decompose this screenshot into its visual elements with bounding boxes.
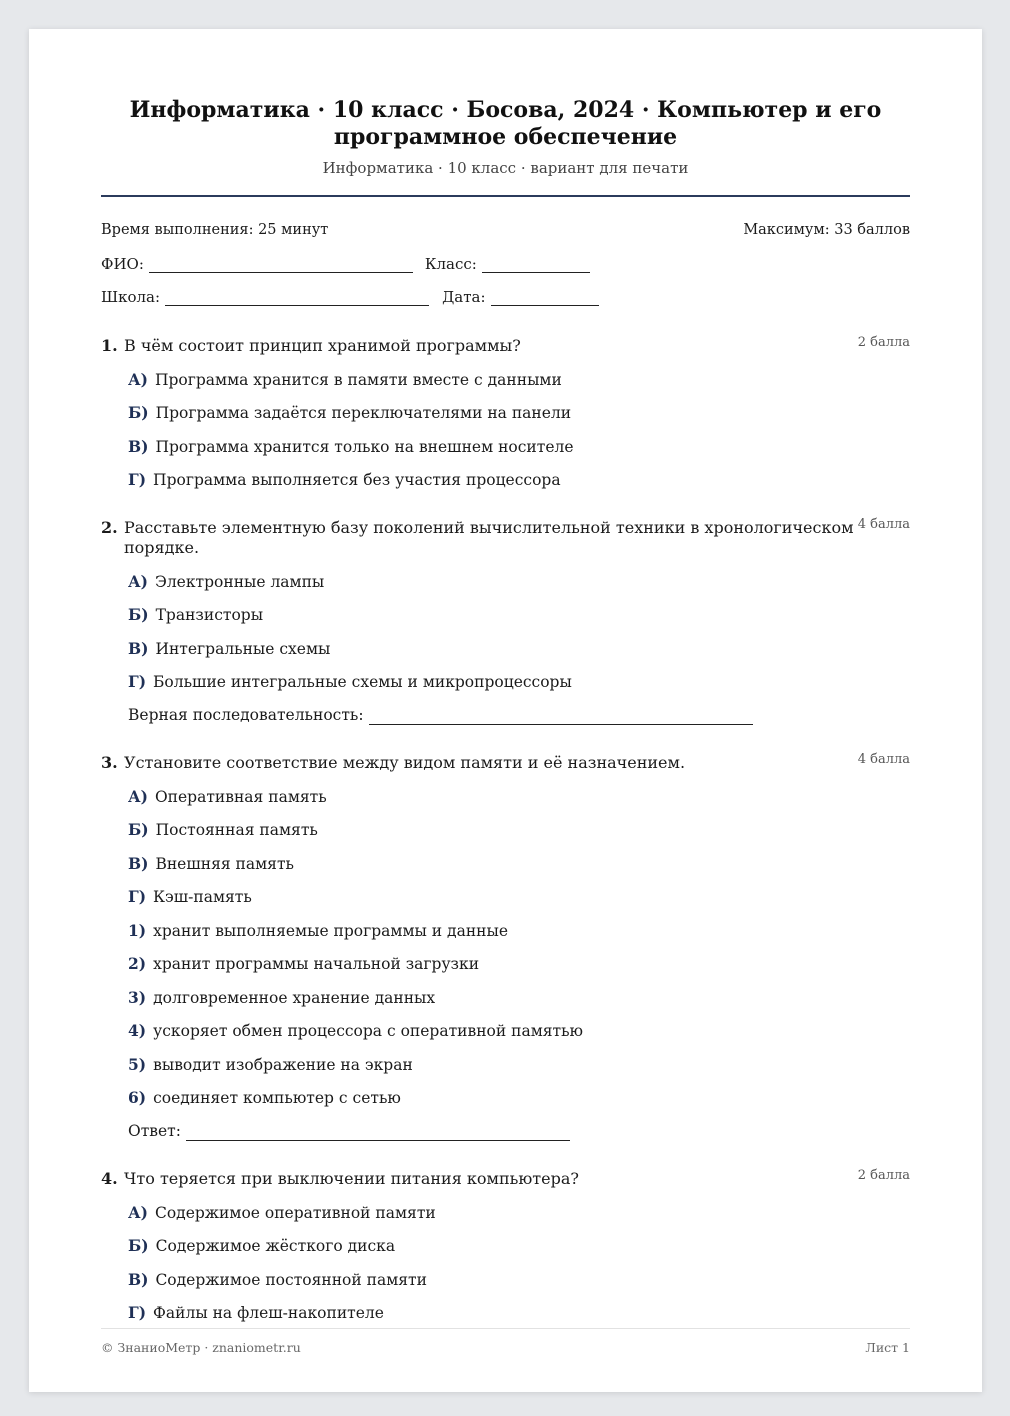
answer-option[interactable] [128,1021,910,1041]
option-text: Транзисторы [155,606,264,624]
meta-row [101,221,910,239]
option-text: соединяет компьютер с сетью [153,1089,401,1107]
option-marker: Г) [128,1303,147,1322]
question-1 [101,336,910,490]
school-label: Школа: [101,288,161,306]
question-number: 4. [101,1169,118,1188]
option-marker: Б) [128,605,149,624]
answer-option[interactable] [128,1303,910,1323]
class-field[interactable] [482,258,590,273]
option-marker: А) [128,1202,148,1222]
option-text: долговременное хранение данных [153,988,436,1007]
answer-option[interactable] [128,605,910,625]
question-header [101,753,910,773]
answer-label: Ответ: [128,1122,181,1140]
option-text: ускоряет обмен процессора с оперативной памятью [153,1022,584,1040]
question-3 [101,753,910,1141]
option-marker: 6) [128,1088,147,1107]
answer-option[interactable] [128,1203,910,1223]
option-marker: А) [128,571,148,591]
option-text: Программа задаётся переключателями на панели [155,404,572,422]
question-number: 1. [101,336,118,355]
option-text: Внешняя память [155,854,294,873]
answer-option[interactable] [128,1236,910,1256]
question-text: Что теряется при выключении питания компьютера? [124,1169,579,1188]
option-marker: Б) [128,403,149,422]
footer-copyright: © ЗнаниоМетр · znaniometr.ru [101,1340,301,1355]
answer-option[interactable] [128,672,910,692]
answer-field[interactable] [186,1126,570,1141]
answer-option[interactable] [128,639,910,659]
answer-option[interactable] [128,787,910,807]
option-marker: 4) [128,1021,147,1040]
answer-option[interactable] [128,1088,910,1108]
option-text: хранит выполняемые программы и данные [153,921,508,940]
question-number: 3. [101,753,118,772]
answer-option[interactable] [128,820,910,840]
option-marker: Г) [128,887,147,906]
option-text: Большие интегральные схемы и микропроцессоры [153,673,572,691]
school-field[interactable] [165,291,429,306]
option-marker: В) [128,436,149,456]
option-marker: В) [128,1269,149,1289]
option-marker: В) [128,638,149,658]
footer-page-number: Лист 1 [865,1340,910,1355]
fio-field[interactable] [149,258,413,273]
option-marker: 5) [128,1054,147,1074]
time-limit: Время выполнения: 25 минут [101,222,329,238]
option-marker: А) [128,786,148,806]
option-text: Электронные лампы [154,572,325,591]
answer-option[interactable] [128,954,910,974]
answer-option[interactable] [128,1270,910,1290]
worksheet-page [29,29,982,1392]
question-points: 4 балла [857,517,910,532]
question-text: Расставьте элементную базу поколений вычислительной техники в хронологическом порядке. [124,518,854,557]
answer-option[interactable] [128,470,910,490]
question-header [101,518,910,558]
question-4 [101,1169,910,1323]
question-number: 2. [101,518,118,537]
option-text: Программа хранится только на внешнем носителе [155,437,574,456]
answer-field[interactable] [369,710,753,725]
option-marker: 2) [128,954,147,973]
option-marker: В) [128,853,149,873]
answer-option[interactable] [128,854,910,874]
option-text: Программа выполняется без участия процессора [153,471,561,489]
answer-option[interactable] [128,437,910,457]
class-label: Класс: [424,255,477,273]
header-divider [101,195,910,197]
question-points: 2 балла [857,1168,910,1183]
question-text: В чём состоит принцип хранимой программы? [124,336,521,355]
option-text: Файлы на флеш-накопителе [153,1304,384,1322]
answer-option[interactable] [128,921,910,941]
question-points: 2 балла [857,335,910,350]
option-text: Содержимое оперативной памяти [154,1203,436,1222]
option-text: Программа хранится в памяти вместе с данными [154,370,562,389]
school-row [101,288,910,306]
option-text: Интегральные схемы [155,639,331,658]
date-label: Дата: [442,288,486,306]
fio-label: ФИО: [101,255,144,273]
question-text: Установите соответствие между видом памяти и её назначением. [124,753,686,772]
fio-row [101,255,910,273]
option-marker: Б) [128,1236,149,1255]
option-marker: 1) [128,920,147,940]
option-marker: 3) [128,987,147,1007]
answer-option[interactable] [128,1055,910,1075]
answer-line-row [128,705,910,725]
question-header [101,336,910,356]
answer-option[interactable] [128,572,910,592]
date-field[interactable] [491,291,599,306]
answer-option[interactable] [128,403,910,423]
answer-option[interactable] [128,887,910,907]
answer-label: Верная последовательность: [128,706,364,724]
max-score: Максимум: 33 баллов [743,222,910,238]
question-header [101,1169,910,1189]
option-text: Содержимое постоянной памяти [155,1270,427,1289]
option-text: Содержимое жёсткого диска [155,1237,396,1255]
option-text: Кэш-память [153,888,252,906]
option-marker: Г) [128,470,147,489]
option-marker: Г) [128,672,147,691]
questions-list [101,336,910,1323]
page-title: Информатика · 10 класс · Босова, 2024 · Компьютер и его программное обеспечение [129,97,882,150]
option-text: Постоянная память [155,821,318,839]
question-2 [101,518,910,725]
page-footer [101,1328,910,1355]
option-marker: Б) [128,820,149,839]
answer-option[interactable] [128,988,910,1008]
option-text: выводит изображение на экран [153,1055,413,1074]
question-points: 4 балла [857,752,910,767]
answer-line-row [128,1121,910,1141]
option-text: хранит программы начальной загрузки [153,955,480,973]
option-text: Оперативная память [154,787,327,806]
page-subtitle: Информатика · 10 класс · вариант для печати [322,159,689,177]
answer-option[interactable] [128,370,910,390]
option-marker: А) [128,369,148,389]
